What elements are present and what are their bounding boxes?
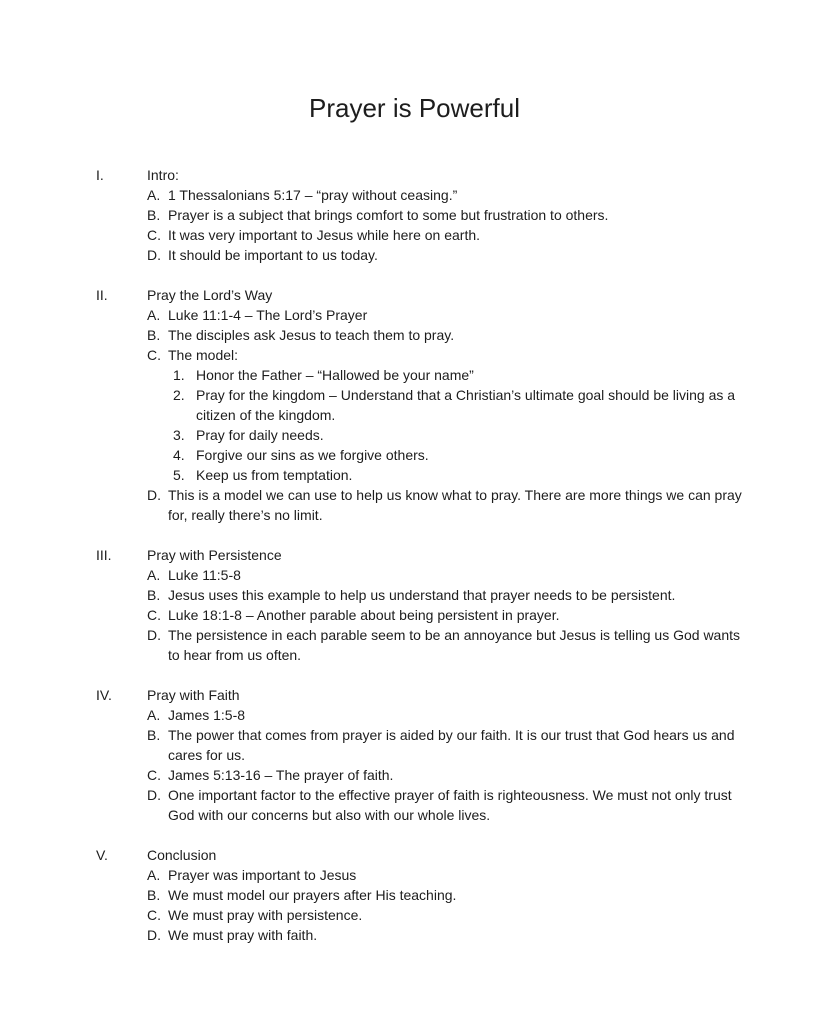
item-marker: A. (147, 567, 161, 583)
item-text: It was very important to Jesus while here on earth. (168, 227, 481, 243)
section-heading-row (0, 545, 829, 565)
section-heading-row (0, 165, 829, 185)
item-marker: D. (147, 927, 161, 943)
item-text: Luke 11:5-8 (168, 567, 241, 583)
outline-item (0, 185, 829, 205)
section-heading-row (0, 285, 829, 305)
item-text: Prayer was important to Jesus (168, 867, 357, 883)
outline-section-persistence (0, 545, 829, 665)
item-text: Forgive our sins as we forgive others. (196, 447, 429, 463)
section-numeral: II. (96, 287, 108, 303)
outline-item (0, 225, 829, 245)
outline-subitem (0, 425, 829, 445)
outline-section-lords-way (0, 285, 829, 525)
section-numeral: I. (96, 167, 104, 183)
item-marker: B. (147, 727, 161, 743)
item-marker: C. (147, 907, 161, 923)
item-marker: B. (147, 887, 161, 903)
item-marker: D. (147, 487, 161, 503)
outline-item (0, 245, 829, 265)
item-text: Pray for the kingdom – Understand that a Christian’s ultimate goal should be living as a citizen of the kingdom. (196, 387, 736, 423)
item-text: James 1:5-8 (168, 707, 246, 723)
section-heading: Pray with Persistence (147, 547, 282, 563)
item-text: Keep us from temptation. (196, 467, 353, 483)
item-marker: A. (147, 187, 161, 203)
outline-item (0, 205, 829, 225)
item-text: We must model our prayers after His teaching. (168, 887, 457, 903)
section-heading-row (0, 845, 829, 865)
section-heading: Pray the Lord’s Way (147, 287, 273, 303)
item-text: 1 Thessalonians 5:17 – “pray without ceasing.” (168, 187, 458, 203)
outline-item (0, 305, 829, 325)
item-marker: D. (147, 247, 161, 263)
outline-section-faith (0, 685, 829, 825)
section-heading: Conclusion (147, 847, 217, 863)
item-marker: B. (147, 587, 161, 603)
item-marker: C. (147, 227, 161, 243)
item-text: Honor the Father – “Hallowed be your name” (196, 367, 474, 383)
item-text: Luke 18:1-8 – Another parable about being persistent in prayer. (168, 607, 560, 623)
outline-subitem (0, 365, 829, 385)
section-heading: Intro: (147, 167, 179, 183)
item-marker: D. (147, 787, 161, 803)
item-marker: A. (147, 707, 161, 723)
item-text: Prayer is a subject that brings comfort to some but frustration to others. (168, 207, 609, 223)
item-marker: A. (147, 867, 161, 883)
outline-subitem (0, 445, 829, 465)
item-text: It should be important to us today. (168, 247, 378, 263)
item-marker: 4. (173, 447, 185, 463)
outline (0, 124, 829, 945)
item-marker: B. (147, 207, 161, 223)
item-text: We must pray with persistence. (168, 907, 363, 923)
outline-item (0, 325, 829, 345)
item-marker: B. (147, 327, 161, 343)
section-numeral: III. (96, 547, 112, 563)
item-text: The disciples ask Jesus to teach them to pray. (168, 327, 455, 343)
outline-item (0, 565, 829, 585)
outline-item (0, 485, 829, 525)
outline-subitem (0, 465, 829, 485)
item-text: One important factor to the effective prayer of faith is righteousness. We must not only trust God with our concerns but also with our whole lives. (168, 787, 732, 823)
item-marker: 2. (173, 387, 185, 403)
item-marker: C. (147, 347, 161, 363)
item-marker: 5. (173, 467, 185, 483)
item-text: Pray for daily needs. (196, 427, 324, 443)
section-heading: Pray with Faith (147, 687, 240, 703)
item-text: The persistence in each parable seem to be an annoyance but Jesus is telling us God wants to hear from us often. (168, 627, 741, 663)
item-marker: D. (147, 627, 161, 643)
section-numeral: V. (96, 847, 108, 863)
item-marker: C. (147, 767, 161, 783)
section-heading-row (0, 685, 829, 705)
section-numeral: IV. (96, 687, 112, 703)
item-marker: 1. (173, 367, 185, 383)
outline-item (0, 905, 829, 925)
outline-item (0, 345, 829, 365)
item-marker: 3. (173, 427, 185, 443)
outline-subitem (0, 385, 829, 425)
outline-item (0, 765, 829, 785)
outline-item (0, 865, 829, 885)
item-text: Luke 11:1-4 – The Lord’s Prayer (168, 307, 368, 323)
document-title: Prayer is Powerful (309, 93, 520, 123)
item-text: James 5:13-16 – The prayer of faith. (168, 767, 394, 783)
item-marker: C. (147, 607, 161, 623)
item-text: Jesus uses this example to help us understand that prayer needs to be persistent. (168, 587, 676, 603)
outline-item (0, 925, 829, 945)
outline-item (0, 585, 829, 605)
item-marker: A. (147, 307, 161, 323)
outline-item (0, 725, 829, 765)
item-text: We must pray with faith. (168, 927, 318, 943)
item-text: The power that comes from prayer is aided by our faith. It is our trust that God hears us and cares for us. (168, 727, 735, 763)
outline-section-intro (0, 165, 829, 265)
item-text: This is a model we can use to help us know what to pray. There are more things we can pray for, really there’s no limit. (168, 487, 742, 523)
outline-item (0, 625, 829, 665)
outline-item (0, 785, 829, 825)
outline-item (0, 605, 829, 625)
outline-item (0, 705, 829, 725)
item-text: The model: (168, 347, 239, 363)
outline-section-conclusion (0, 845, 829, 945)
outline-item (0, 885, 829, 905)
